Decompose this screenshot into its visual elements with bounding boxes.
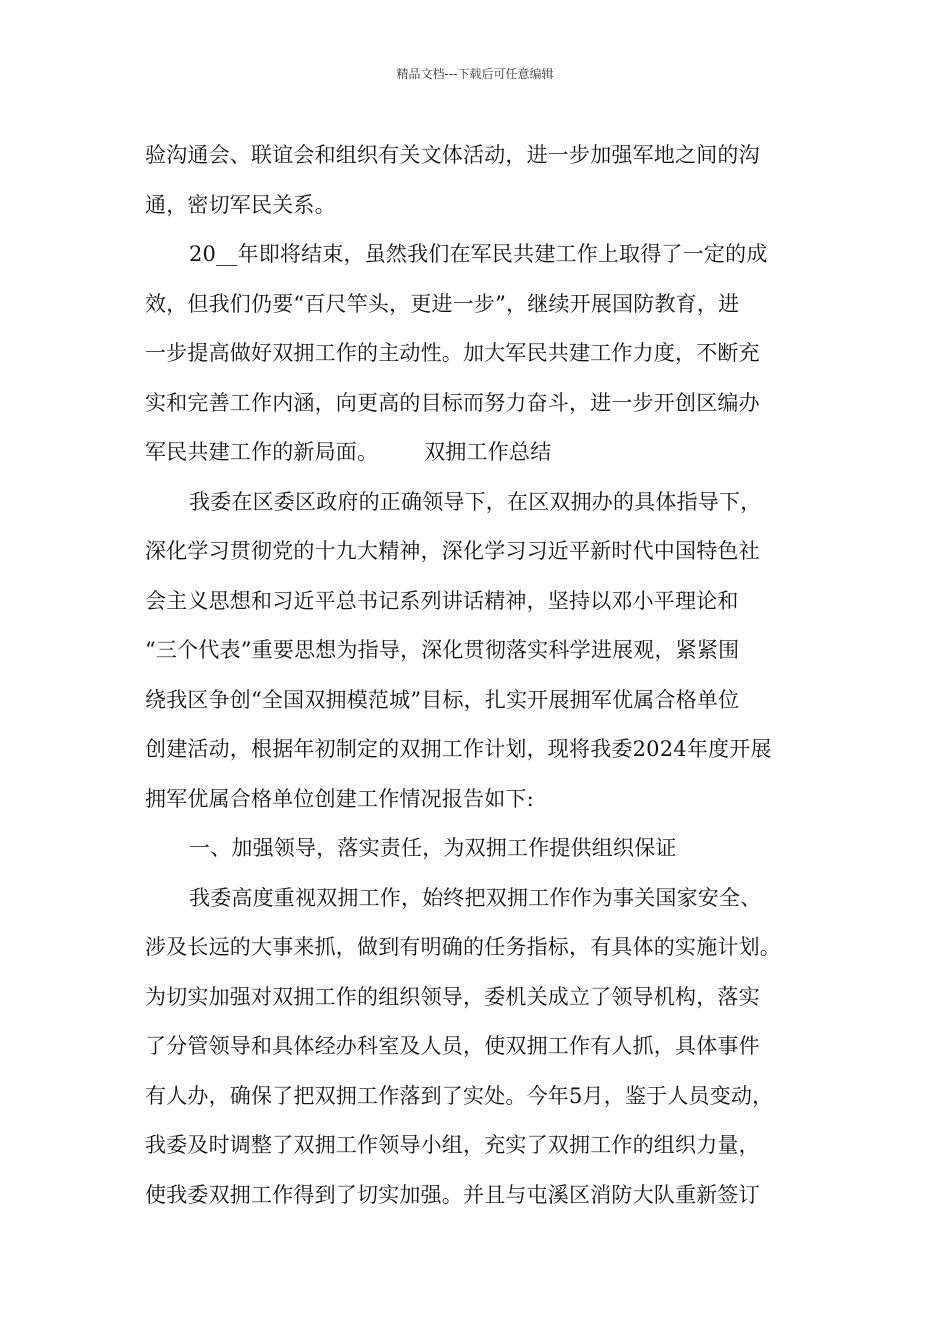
text-segment: 军民共建工作的新局面。 — [145, 440, 379, 464]
document-body — [145, 131, 835, 1220]
text-line: 会主义思想和习近平总书记系列讲话精神，坚持以邓小平理论和 — [145, 588, 739, 613]
text-line: 使我委双拥工作得到了切实加强。并且与屯溪区消防大队重新签订 — [145, 1182, 760, 1207]
text-line: 为切实加强对双拥工作的组织领导，委机关成立了领导机构，落实 — [145, 984, 760, 1009]
paragraph-start-line: 20__年即将结束，虽然我们在军民共建工作上取得了一定的成 — [189, 242, 768, 266]
text-line: 深化学习贯彻党的十九大精神，深化学习习近平新时代中国特色社 — [145, 539, 760, 563]
text-line: 效，但我们仍要“百尺竿头，更进一步”，继续开展国防教育，进 — [145, 291, 740, 316]
section-heading: 一、加强领导，落实责任，为双拥工作提供组织保证 — [189, 836, 677, 860]
text-line: 创建活动，根据年初制定的双拥工作计划，现将我委2024年度开展 — [145, 737, 772, 761]
text-line: 验沟通会、联谊会和组织有关文体活动，进一步加强军地之间的沟 — [145, 143, 760, 167]
text-line-with-title — [145, 428, 835, 478]
paragraph-start-line: 我委在区委区政府的正确领导下，在区双拥办的具体指导下， — [189, 489, 762, 514]
page-header: 精品文档---下载后可任意编辑 — [396, 67, 554, 81]
section-title: 双拥工作总结 — [424, 440, 552, 464]
text-line: 绕我区争创“全国双拥模范城”目标，扎实开展拥军优属合格单位 — [145, 687, 740, 712]
text-line: 涉及长远的大事来抓，做到有明确的任务指标，有具体的实施计划。 — [145, 935, 781, 959]
text-line: 通，密切军民关系。 — [145, 192, 336, 217]
text-line: 一步提高做好双拥工作的主动性。加大军民共建工作力度，不断充 — [145, 341, 760, 365]
text-line: 了分管领导和具体经办科室及人员，使双拥工作有人抓，具体事件 — [145, 1034, 760, 1058]
paragraph-start-line: 我委高度重视双拥工作，始终把双拥工作作为事关国家安全、 — [189, 885, 762, 910]
text-line: 有人办，确保了把双拥工作落到了实处。今年5月，鉴于人员变动， — [145, 1083, 774, 1108]
text-line: 实和完善工作内涵，向更高的目标而努力奋斗，进一步开创区编办 — [145, 390, 760, 415]
text-line: “三个代表”重要思想为指导，深化贯彻落实科学进展观，紧紧围 — [145, 638, 740, 662]
text-line: 我委及时调整了双拥工作领导小组，充实了双拥工作的组织力量， — [145, 1133, 760, 1157]
text-line: 拥军优属合格单位创建工作情况报告如下: — [145, 786, 534, 811]
